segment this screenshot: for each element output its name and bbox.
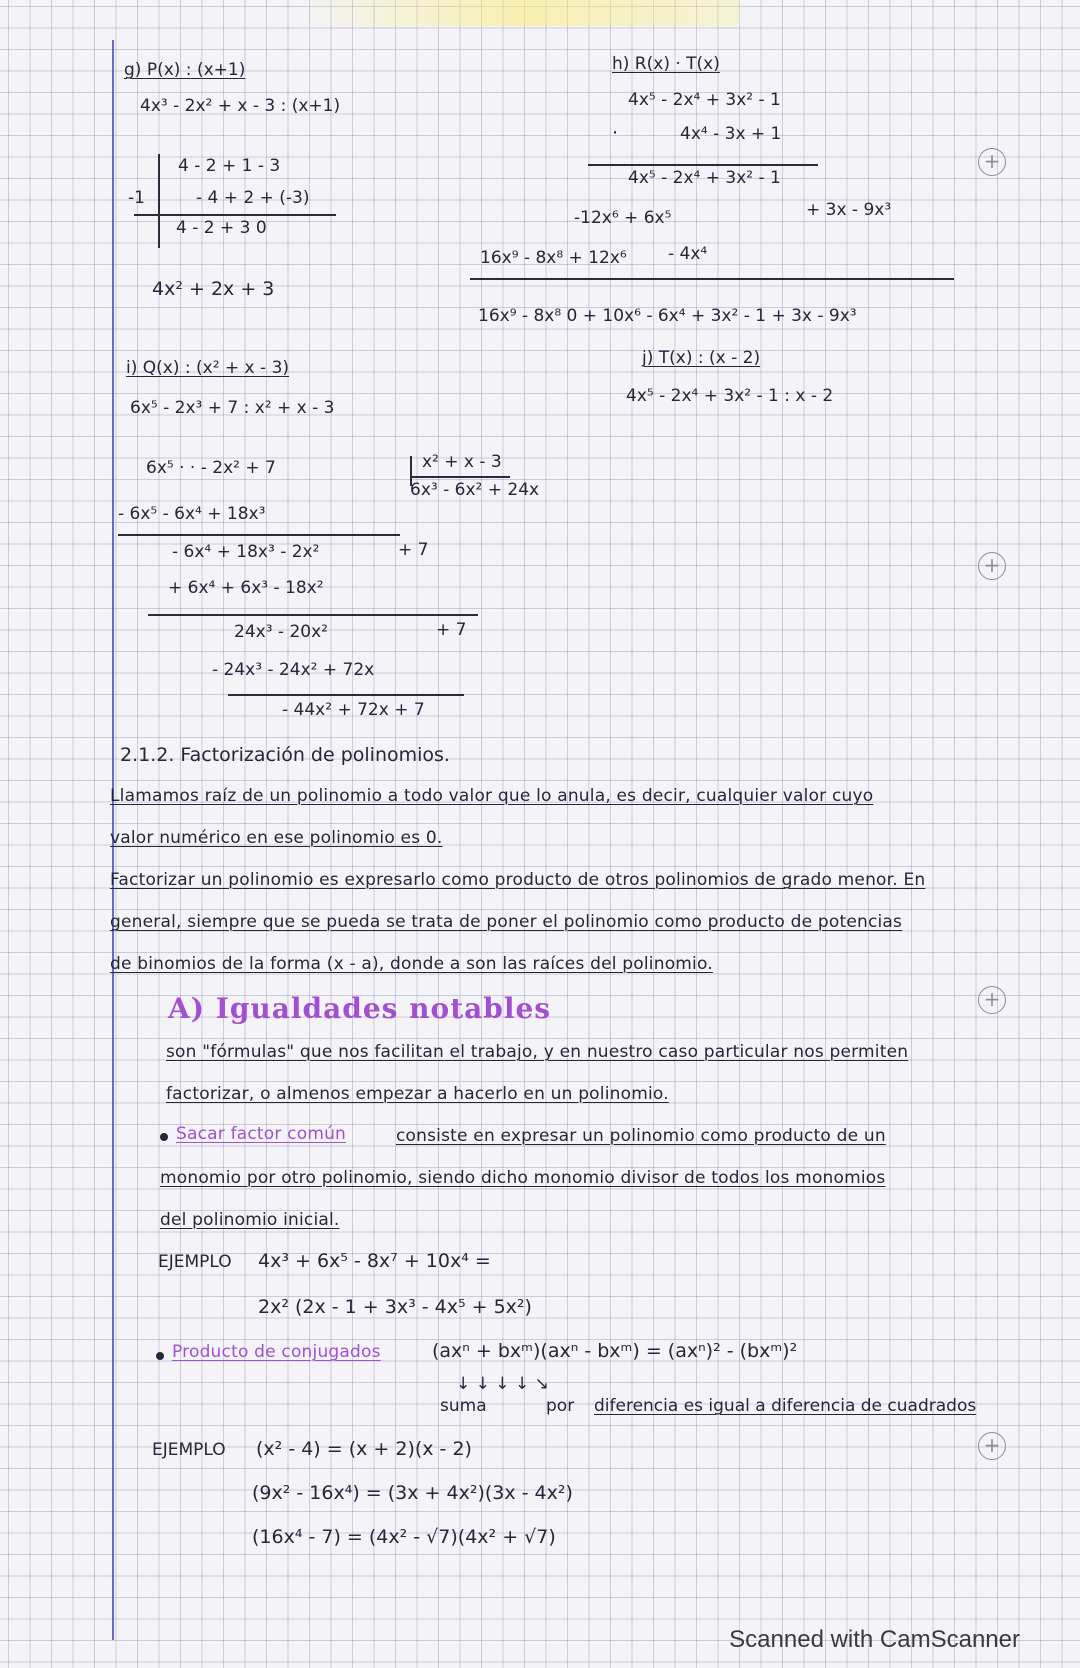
section-h-line4b: + 3x - 9x³ [806,200,892,220]
division-step4: 24x³ - 20x² [234,622,328,642]
theory-p2-line3: de binomios de la forma (x - a), donde a son las raíces del polinomio. [110,954,713,974]
section-i-title: i) Q(x) : (x² + x - 3) [126,358,290,378]
bullet2-por: por [546,1396,575,1416]
example1-line1: 4x³ + 6x⁵ - 8x⁷ + 10x⁴ = [258,1250,491,1272]
section-h-title: h) R(x) · T(x) [612,54,720,74]
division-hline2 [148,614,478,616]
theory-p1-line1: Llamamos raíz de un polinomio a todo valor que lo anula, es decir, cualquier valor cuyo [110,786,874,806]
section-h-hline2 [470,278,954,280]
camscanner-watermark: Scanned with CamScanner [729,1626,1020,1653]
ruffini-row2: - 4 + 2 + (-3) [196,188,310,208]
example2-line1: (x² - 4) = (x + 2)(x - 2) [256,1438,472,1460]
bullet2-suma: suma [440,1396,487,1416]
section-h-hline1 [588,164,818,166]
section-j-expr: 4x⁵ - 2x⁴ + 3x² - 1 : x - 2 [626,386,834,406]
division-step1: - 6x⁵ - 6x⁴ + 18x³ [118,504,266,524]
punch-hole-icon: + [978,986,1006,1014]
division-hline1 [118,534,400,536]
section-j-title: j) T(x) : (x - 2) [642,348,761,368]
division-step5: - 24x³ - 24x² + 72x [212,660,375,680]
division-hline3 [228,694,464,696]
bullet1-line3: del polinomio inicial. [160,1210,340,1230]
example1-line2: 2x² (2x - 1 + 3x³ - 4x⁵ + 5x²) [258,1296,532,1318]
ruffini-hline [134,214,336,216]
section-i-expr: 6x⁵ - 2x³ + 7 : x² + x - 3 [130,398,335,418]
section-h-result: 16x⁹ - 8x⁸ 0 + 10x⁶ - 6x⁴ + 3x² - 1 + 3x - 9x³ [478,306,857,326]
division-step2: - 6x⁴ + 18x³ - 2x² [172,542,320,562]
theory-p2-line2: general, siempre que se pueda se trata de poner el polinomio como producto de potencias [110,912,903,932]
bullet1-line2: monomio por otro polinomio, siendo dicho monomio divisor de todos los monomios [160,1168,886,1188]
section-h-line4: -12x⁶ + 6x⁵ [574,208,672,228]
section-h-line2: 4x⁴ - 3x + 1 [680,124,782,144]
bullet1-label: Sacar factor común [176,1124,347,1144]
bullet2-label: Producto de conjugados [172,1342,381,1362]
section-h-dot: · [612,122,619,144]
top-highlight-strip [300,0,740,26]
punch-hole-icon: + [978,148,1006,176]
punch-hole-icon: + [978,552,1006,580]
bullet-icon [160,1133,168,1141]
ruffini-row3: 4 - 2 + 3 0 [176,218,267,238]
example2-line3: (16x⁴ - 7) = (4x² - √7)(4x² + √7) [252,1526,556,1548]
bullet-icon [156,1352,164,1360]
division-step2b: + 7 [398,540,429,560]
division-step4b: + 7 [436,620,467,640]
theory-p1-line2: valor numérico en ese polinomio es 0. [110,828,443,848]
theory-heading: 2.1.2. Factorización de polinomios. [120,744,450,766]
division-divisor: x² + x - 3 [422,452,502,472]
subheading-igualdades-notables: A) Igualdades notables [168,992,552,1025]
theory-p3-line1: son "fórmulas" que nos facilitan el trabajo, y en nuestro caso particular nos permiten [166,1042,909,1062]
ruffini-divisor: -1 [128,188,145,208]
section-h-line5b: - 4x⁴ [668,244,708,264]
section-h-line3: 4x⁵ - 2x⁴ + 3x² - 1 [628,168,781,188]
section-g-expr: 4x³ - 2x² + x - 3 : (x+1) [140,96,341,116]
section-g-title: g) P(x) : (x+1) [124,60,246,80]
example1-label: EJEMPLO [158,1252,232,1272]
section-h-line5: 16x⁹ - 8x⁸ + 12x⁶ [480,248,627,268]
division-bracket-hline [410,476,510,478]
ruffini-vertical [158,154,160,248]
bullet2-arrows: ↓ ↓ ↓ ↓ ↘ [456,1374,549,1394]
ruffini-row1: 4 - 2 + 1 - 3 [178,156,281,176]
division-quotient: 6x³ - 6x² + 24x [410,480,540,500]
section-g-result: 4x² + 2x + 3 [152,278,275,300]
bullet2-diferencia: diferencia es igual a diferencia de cuadrados [594,1396,977,1416]
theory-p2-line1: Factorizar un polinomio es expresarlo como producto de otros polinomios de grado menor. En [110,870,926,890]
division-step3: + 6x⁴ + 6x³ - 18x² [168,578,324,598]
section-h-line1: 4x⁵ - 2x⁴ + 3x² - 1 [628,90,781,110]
division-remainder: - 44x² + 72x + 7 [282,700,425,720]
bullet2-formula: (axⁿ + bxᵐ)(axⁿ - bxᵐ) = (axⁿ)² - (bxᵐ)² [432,1340,798,1362]
example2-line2: (9x² - 16x⁴) = (3x + 4x²)(3x - 4x²) [252,1482,573,1504]
division-dividend: 6x⁵ · · - 2x² + 7 [146,458,276,478]
theory-p3-line2: factorizar, o almenos empezar a hacerlo en un polinomio. [166,1084,669,1104]
bullet1-line1: consiste en expresar un polinomio como producto de un [396,1126,886,1146]
example2-label: EJEMPLO [152,1440,226,1460]
punch-hole-icon: + [978,1432,1006,1460]
